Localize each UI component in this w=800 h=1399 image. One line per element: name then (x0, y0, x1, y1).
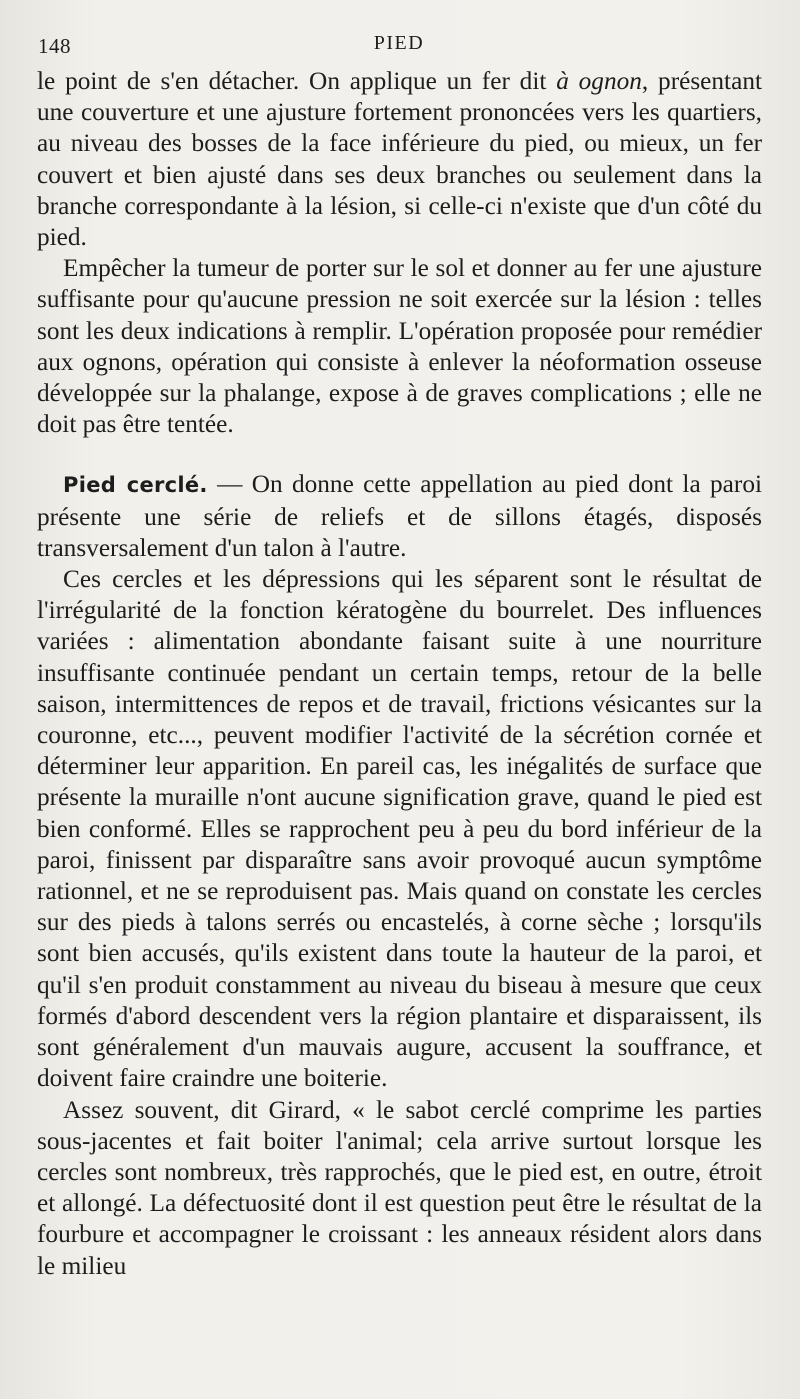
paragraph-girard-quote: Assez souvent, dit Girard, « le sabot cerclé comprime les parties sous-jacentes et fait boiter l'animal; cela arrive surtout lorsque les cercles sont nombreux, très rapprochés, que le pied est, en outre, étroit et allongé. La défectuosité dont il est question peut être le résultat de la fourbure et accompagner le croissant : les anneaux résident alors dans le milieu (37, 1095, 762, 1280)
paragraph-text: — On donne cette appellation au pied dont la paroi présente une série de reliefs et de sillons étagés, disposés transversalement d'un talon à l'autre. (37, 470, 762, 562)
paragraph-cercles-causes: Ces cercles et les dépressions qui les séparent sont le résultat de l'irrégularité de la fonction kératogène du bourrelet. Des influences variées : alimentation abondante faisant suite à une nourriture insuffisante continuée pendant un certain temps, retour de la belle saison, intermittences de repos et de travail, frictions vésicantes sur la couronne, etc..., peuvent modifier l'activité de la sécrétion cornée et déterminer leur apparition. En pareil cas, les inégalités de surface que présente la muraille n'ont aucune signification grave, quand le pied est bien conformé. Elles se rapprochent peu à peu du bord inférieur de la paroi, finissent par disparaître sans avoir provoqué aucun symptôme rationnel, et ne se reproduisent pas. Mais quand on constate les cercles sur des pieds à talons serrés ou encastelés, à corne sèche ; lorsqu'ils sont bien accusés, qu'ils existent dans toute la hauteur de la paroi, et qu'il s'en produit constamment au niveau du biseau à mesure que ceux formés d'abord descendent vers la région plantaire et disparaissent, ils sont généralement d'un mauvais augure, accusent la souffrance, et doivent faire craindre une boiterie. (37, 565, 762, 1093)
paragraph-ognon-shoe (37, 66, 762, 253)
page-header (38, 30, 760, 62)
running-title: PIED (373, 32, 425, 54)
paragraph-text: , présentant une couverture et une ajusture fortement prononcées vers les quartiers, au niveau des bosses de la face inférieure du pied, ou mieux, un fer couvert et bien ajusté dans ses deux branches ou seulement dans la branche correspondante à la lésion, si celle-ci n'existe que d'un côté du pied. (37, 67, 762, 252)
page-number: 148 (38, 34, 71, 58)
body-text (37, 66, 762, 1282)
paragraph-text: le point de s'en détacher. On applique un fer dit (37, 67, 557, 95)
section-title: Pied cerclé. (63, 473, 208, 498)
paragraph-indications: Empêcher la tumeur de porter sur le sol et donner au fer une ajusture suffisante pour qu'aucune pression ne soit exercée sur la lésion : telles sont les deux indications à remplir. L'opération proposée pour remédier aux ognons, opération qui consiste à enlever la néoformation osseuse développée sur la phalange, expose à de graves complications ; elle ne doit pas être tentée. (37, 254, 762, 439)
paragraph-pied-cercle (37, 469, 762, 564)
italic-term: à ognon (556, 67, 642, 95)
